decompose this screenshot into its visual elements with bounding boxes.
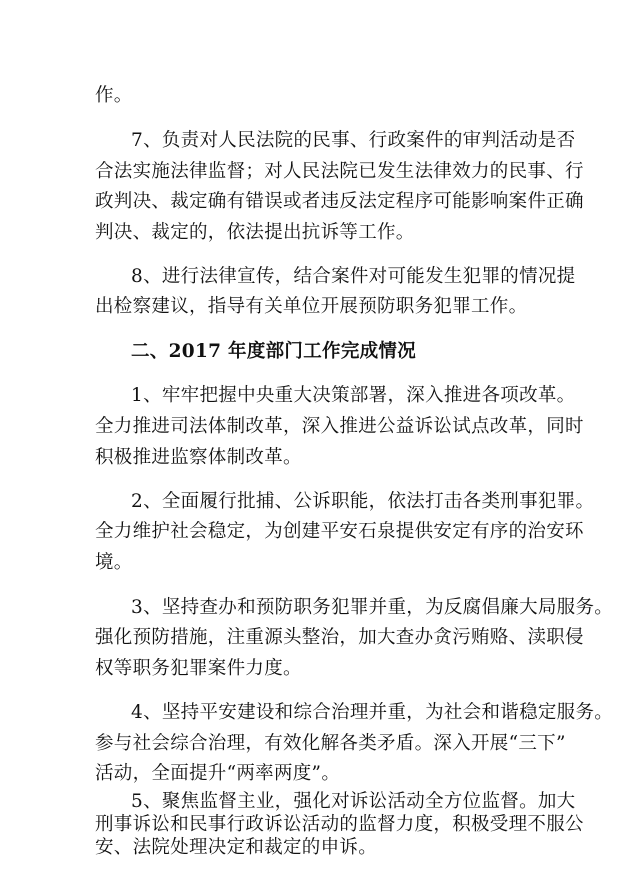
- paragraph-line: 2、全面履行批捕、公诉职能，依法打击各类刑事犯罪。: [131, 491, 595, 512]
- paragraph-line: 3、坚持查办和预防职务犯罪并重，为反腐倡廉大局服务。: [131, 597, 614, 618]
- paragraph-line: 5、聚焦监督主业，强化对诉讼活动全方位监督。加大: [131, 791, 576, 812]
- paragraph-line: 7、负责对人民法院的民事、行政案件的审判活动是否: [131, 130, 576, 151]
- paragraph-line: 安、法院处理决定和裁定的申诉。: [95, 837, 378, 858]
- section-heading: 二、2017 年度部门工作完成情况: [131, 341, 417, 362]
- paragraph-line: 出检察建议，指导有关单位开展预防职务犯罪工作。: [95, 296, 528, 317]
- paragraph-line: 1、牢牢把握中央重大决策部署，深入推进各项改革。: [131, 385, 576, 406]
- paragraph-line: 判决、裁定的，依法提出抗诉等工作。: [95, 222, 415, 243]
- paragraph-line: 刑事诉讼和民事行政诉讼活动的监督力度，积极受理不服公: [95, 814, 584, 835]
- paragraph-line: 作。: [95, 85, 133, 106]
- paragraph-line: 政判决、裁定确有错误或者违反法定程序可能影响案件正确: [95, 191, 584, 212]
- paragraph-line: 积极推进监察体制改革。: [95, 447, 302, 468]
- paragraph-line: 强化预防措施，注重源头整治，加大查办贪污贿赂、渎职侵: [95, 627, 584, 648]
- paragraph-line: 境。: [95, 552, 133, 573]
- paragraph-line: 4、坚持平安建设和综合治理并重，为社会和谐稳定服务。: [131, 702, 614, 723]
- paragraph-line: 权等职务犯罪案件力度。: [95, 658, 302, 679]
- paragraph-line: 全力维护社会稳定，为创建平安石泉提供安定有序的治安环: [95, 521, 584, 542]
- paragraph-line: 参与社会综合治理，有效化解各类矛盾。深入开展“三下”: [95, 733, 566, 754]
- paragraph-line: 全力推进司法体制改革，深入推进公益诉讼试点改革，同时: [95, 416, 584, 437]
- paragraph-line: 活动，全面提升“两率两度”。: [95, 763, 341, 784]
- paragraph-line: 8、进行法律宣传，结合案件对可能发生犯罪的情况提: [131, 266, 576, 287]
- paragraph-line: 合法实施法律监督；对人民法院已发生法律效力的民事、行: [95, 161, 584, 182]
